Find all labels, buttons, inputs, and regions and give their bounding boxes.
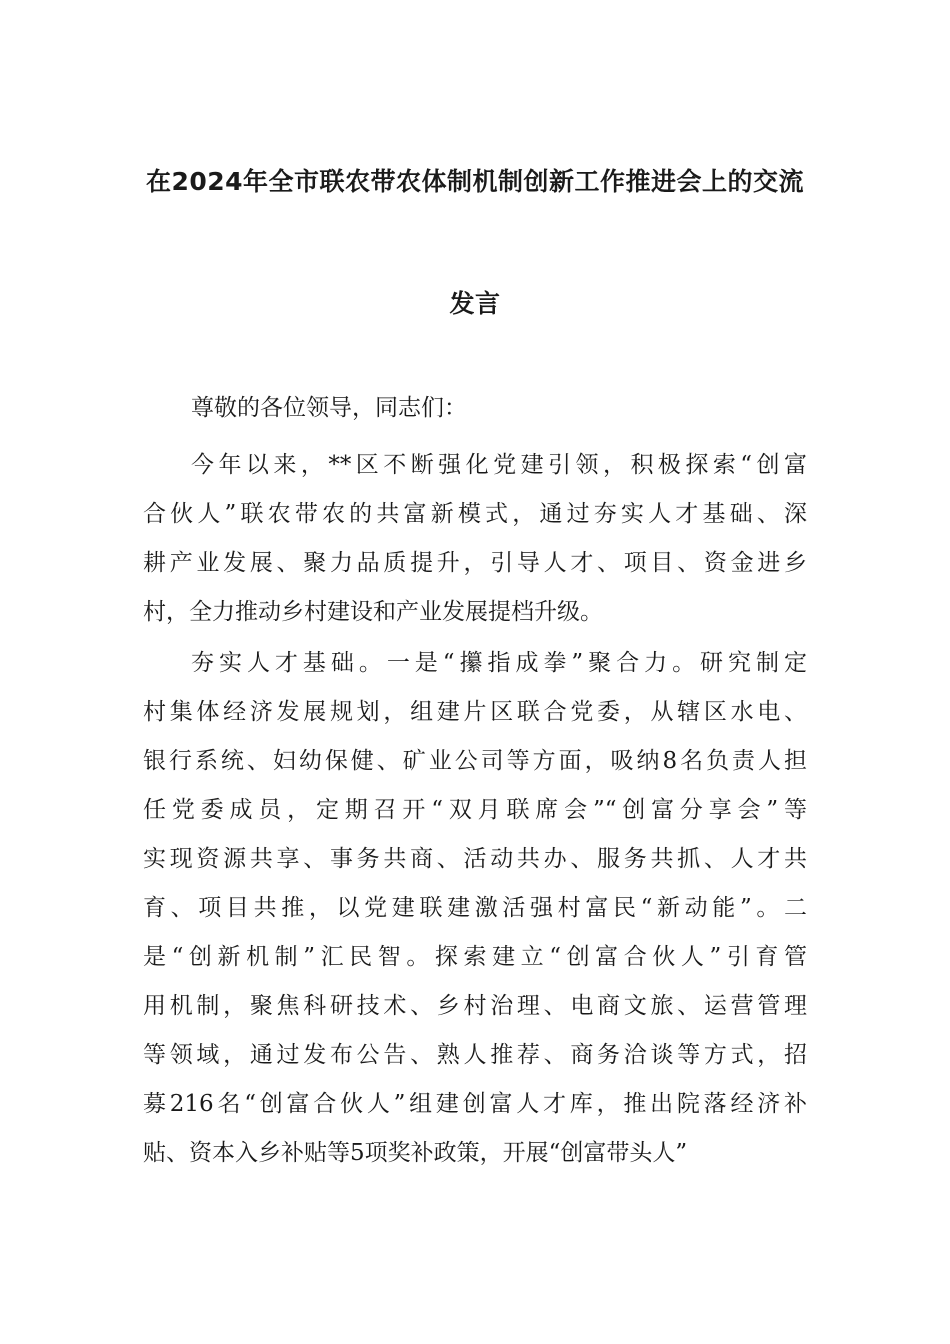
paragraph-line: 村集体经济发展规划，组建片区联合党委，从辖区水电、 — [143, 699, 807, 725]
paragraph-line: 夯实人才基础。一是“攥指成拳”聚合力。研究制定 — [191, 650, 807, 676]
paragraph-line: 任党委成员，定期召开“双月联席会”“创富分享会”等 — [143, 797, 807, 823]
paragraph-line: 用机制，聚焦科研技术、乡村治理、电商文旅、运营管理 — [143, 993, 807, 1019]
paragraph-line: 实现资源共享、事务共商、活动共办、服务共抓、人才共 — [143, 846, 807, 872]
salutation-block — [143, 384, 807, 433]
paragraph-line: 募216名“创富合伙人”组建创富人才库，推出院落经济补 — [143, 1091, 807, 1117]
paragraph-2 — [143, 639, 807, 1178]
paragraph-1 — [143, 441, 807, 637]
paragraph-line: 村，全力推动乡村建设和产业发展提档升级。 — [143, 599, 603, 625]
paragraph-line: 今年以来，**区不断强化党建引领，积极探索“创富 — [191, 452, 807, 478]
paragraph-line: 等领域，通过发布公告、熟人推荐、商务洽谈等方式，招 — [143, 1042, 807, 1068]
paragraph-line: 育、项目共推，以党建联建激活强村富民“新动能”。二 — [143, 895, 807, 921]
paragraph-line: 是“创新机制”汇民智。探索建立“创富合伙人”引育管 — [143, 944, 807, 970]
document-title-line-2: 发言 — [449, 289, 501, 318]
salutation: 尊敬的各位领导，同志们： — [191, 395, 467, 421]
paragraph-line: 合伙人”联农带农的共富新模式，通过夯实人才基础、深 — [143, 501, 807, 527]
paragraph-line: 耕产业发展、聚力品质提升，引导人才、项目、资金进乡 — [143, 550, 807, 576]
paragraph-line: 贴、资本入乡补贴等5项奖补政策，开展“创富带头人” — [143, 1140, 688, 1166]
document-title-line-1: 在2024年全市联农带农体制机制创新工作推进会上的交流 — [145, 167, 805, 196]
paragraph-line: 银行系统、妇幼保健、矿业公司等方面，吸纳8名负责人担 — [143, 748, 807, 774]
